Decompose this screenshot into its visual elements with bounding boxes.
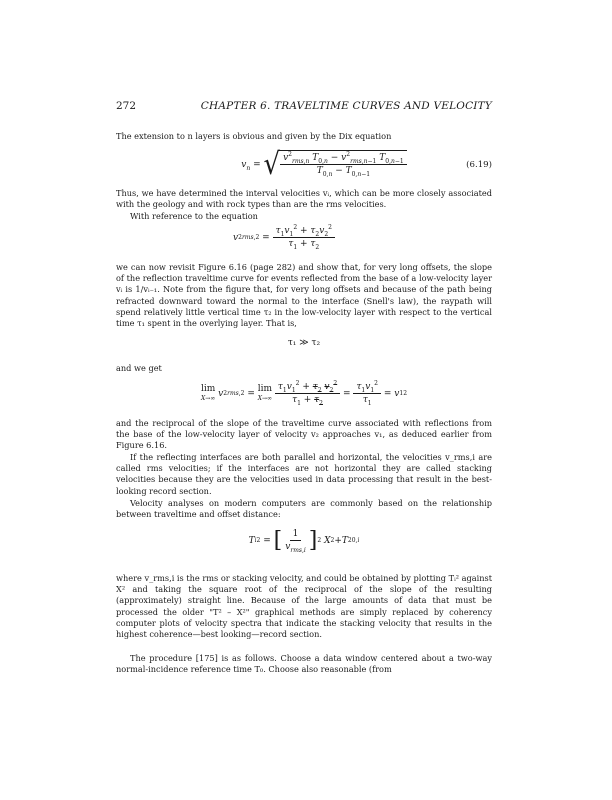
equation-tau-inequality: τ₁ ≫ τ₂ [287, 338, 321, 348]
paragraph-figure-revisit: we can now revisit Figure 6.16 (page 282) and show that, for very long offsets, the slope of the reflection traveltime curve for events reflected from the base of a low-velocity layer vᵢ is 1/vᵢ₋₁. Note from the figure that, for very long offsets and because of the path being refracted downward toward the normal to the interface (Snell's law), the raypath will spend relatively little vertical time τ₂ in the low-velocity layer with respect to the vertical time τ₁ spent in the overlying layer. That is, [116, 262, 492, 329]
paragraph-dix-intro: The extension to n layers is obvious and given by the Dix equation [116, 131, 392, 141]
paragraph-reference: With reference to the equation [130, 211, 258, 221]
paragraph-and-we-get: and we get [116, 363, 162, 373]
chapter-title: CHAPTER 6. TRAVELTIME CURVES AND VELOCITY [200, 100, 492, 112]
paragraph-reciprocal-slope: and the reciprocal of the slope of the traveltime curve associated with reflections from the base of the low-velocity layer of velocity v₂ approaches v₁, as deduced earlier from Figure 6.16. [116, 418, 492, 451]
paragraph-rms-stacking: If the reflecting interfaces are both parallel and horizontal, the velocities v_rms,i are called rms velocities; if the interfaces are not horizontal they are called stacking velocities because they are the velocities used in data processing that result in the best-looking record section. [116, 452, 492, 496]
equation-limit: lim X→∞ v 2 rms,2 = lim X→∞ $\frac{\tau_1v_1^2 + \tau_2 v_2^2}{\tau_1 + \tau_2}$ = $\frac{\tau_1v_1^2}{\tau_1}$ = v 1 2 [200, 380, 408, 407]
paragraph-procedure: The procedure [175] is as follows. Choose a data window centered about a two-way normal-incidence reference time T₀. Choose also reasonable (from [116, 653, 492, 675]
equation-rms2: v 2 rms,2 = $\frac{\tau_1v_1^2 + \tau_2v_2^2}{\tau_1 + \tau_2}$ [116, 226, 492, 258]
page-number: 272 [116, 100, 137, 112]
equation-traveltime: T i 2 = [ $\frac{1}{v_{rms,i}}$ ] 2 X 2 + T 2 0,i [248, 528, 360, 554]
running-head [116, 99, 492, 113]
equation-dix: $v_n$ = √ $\frac{v^2_{rms,n} T_{0,n} - v^2_{rms,n-1} T_{0,n-1}}{T_{0,n} - T_{0,n-1}}$ (6.19) [241, 147, 492, 183]
paragraph-interval-velocities: Thus, we have determined the interval velocities vᵢ, which can be more closely associated with the geology and with rock types than are the rms velocities. [116, 188, 492, 210]
paragraph-where-vrms: where v_rms,i is the rms or stacking velocity, and could be obtained by plotting Tᵢ² against X² and taking the square root of the reciprocal of the slope of the resulting (approximately) straight line. Because of the large amounts of data that must be processed the older "T² – X²" graphical methods are simply replaced by coherency computer plots of velocity spectra that indicate the stacking velocity that results in the highest coherence—best looking—record section. [116, 573, 492, 640]
paragraph-velocity-analyses: Velocity analyses on modern computers are commonly based on the relationship between traveltime and offset distance: [116, 498, 492, 520]
equation-number: (6.19) [466, 160, 492, 170]
